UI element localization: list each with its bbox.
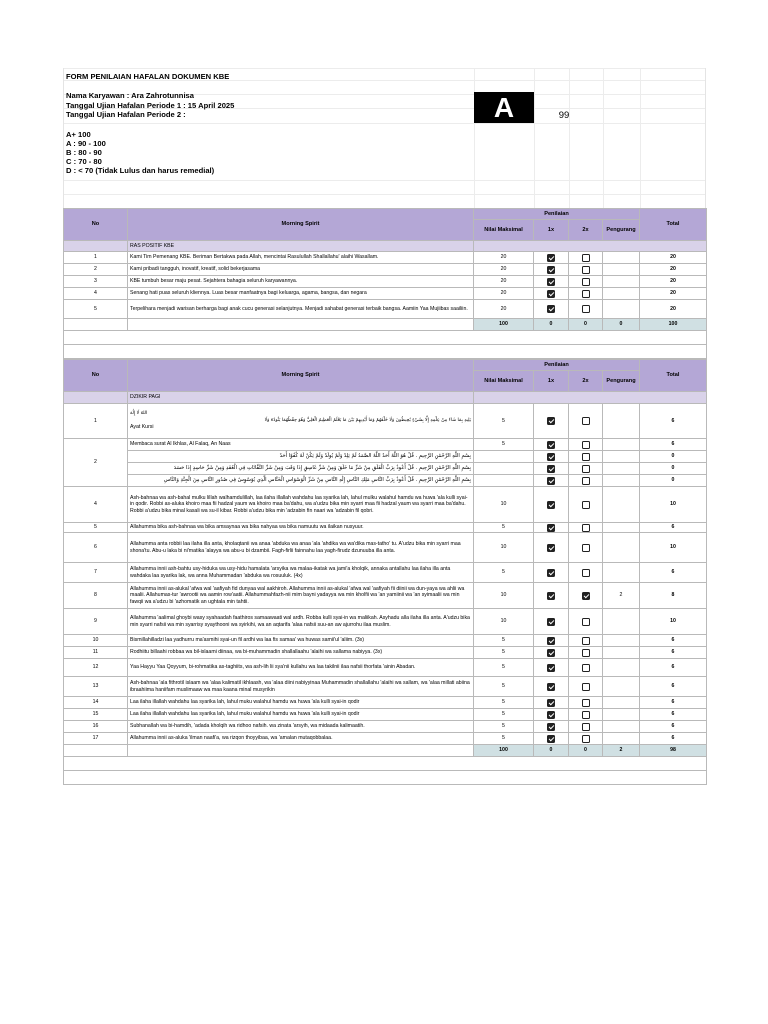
checkbox-1x[interactable]: [547, 501, 555, 509]
checkbox-1x[interactable]: [547, 544, 555, 552]
checkbox-2x[interactable]: [582, 637, 590, 645]
checkbox-2x[interactable]: [582, 266, 590, 274]
row-text: Laa ilaha illallah wahdahu laa syarika lah, lahul muku walahul hamdu wa huwa 'ala kulli syai-in qodir: [128, 709, 474, 721]
row-text: Kami pribadi tangguh, inovatif, kreatif, solid bekerjasama: [128, 264, 474, 276]
checkbox-1x[interactable]: [547, 649, 555, 657]
checkbox-1x[interactable]: [547, 592, 555, 600]
col-header-pengurang: Pengurang: [603, 371, 640, 392]
row-pengurang: [603, 677, 640, 697]
checkbox-1x[interactable]: [547, 723, 555, 731]
row-number: 16: [64, 721, 128, 733]
table-row: [64, 276, 707, 288]
table-row: [64, 733, 707, 745]
table-row: [64, 533, 707, 563]
col-header-1x: 1x: [534, 220, 569, 241]
row-number: 17: [64, 733, 128, 745]
row-text: Yaa Hayyu Yaa Qoyyum, bi-rohmatika as-taghiits, wa ash-lih lii sya'nii kullahu wa laa takilnii ilaa nafsii thorfata 'ainin Abadan.: [128, 659, 474, 677]
row-pengurang: [603, 635, 640, 647]
table-row: بِسْمِ اللَّهِ الرَّحْمَٰنِ الرَّحِيمِ . قُلْ هُوَ اللَّهُ أَحَدٌ اللَّهُ الصَّمَدُ لَمْ يَلِدْ وَلَمْ يُولَدْ وَلَمْ يَكُنْ لَهُ كُفُوًا أَحَدٌ 0: [64, 451, 707, 463]
sum-total: 100: [640, 319, 707, 331]
checkbox-2x[interactable]: [582, 711, 590, 719]
row-text: Terpelihara menjadi warisan berharga bagi anak cucu generasi selanjutnya. Menjadi sahabat generasi terbaik bangsa. Aamiin Yaa Mujiibas saailiin.: [128, 300, 474, 319]
row-pengurang: [603, 252, 640, 264]
row-number: 14: [64, 697, 128, 709]
row-pengurang: [603, 647, 640, 659]
table-row: [64, 647, 707, 659]
checkbox-1x[interactable]: [547, 699, 555, 707]
sum-1x: 0: [534, 319, 569, 331]
checkbox-1x[interactable]: [547, 453, 555, 461]
table-row: [64, 563, 707, 583]
row-number: 9: [64, 609, 128, 635]
sum-max: 100: [474, 745, 534, 757]
row-max: 5: [474, 647, 534, 659]
row-pengurang: [603, 609, 640, 635]
table-row: [64, 523, 707, 533]
row-pengurang: [603, 300, 640, 319]
row-total: 6: [640, 709, 707, 721]
row-text: Ash-bahnaa wa ash-bahal mulku lillah walhamdulillah, laa ilaha illallah wahdahu laa syarika lah, lahul mulku walahul hamdu wa huwa 'ala kulli syai-in qodir. Robbi as-aluka khoiro maa fii hadzal yaum wa khoiro maa ba'dahu, wa a'udzu bika min syarri maa fii hadzal yaum wa syarri maa ba'dahu. Robbi a'udzu bika minal kasali wa su-il kibar. Robbi a'udzu bika min 'adzabin fin naari wa 'adzabin fil qobri.: [128, 487, 474, 523]
row-number: 12: [64, 659, 128, 677]
table-row: [64, 288, 707, 300]
checkbox-1x[interactable]: [547, 664, 555, 672]
row-max: 20: [474, 300, 534, 319]
row-total: 6: [640, 733, 707, 745]
table-row: [64, 721, 707, 733]
row-number: 4: [64, 288, 128, 300]
row-max: 5: [474, 709, 534, 721]
row-number: 6: [64, 533, 128, 563]
row-pengurang: [603, 276, 640, 288]
sum-2x: 0: [569, 319, 603, 331]
grade-letter: A: [474, 92, 534, 123]
checkbox-1x[interactable]: [547, 254, 555, 262]
row-number: 10: [64, 635, 128, 647]
ayat-kursi-opening: اللهُ لَا إِلَٰهَ: [130, 411, 148, 417]
row-total: 10: [640, 609, 707, 635]
col-header-penilaian: Penilaian: [474, 360, 640, 371]
row-text: Allahumma innii as-aluka 'ilman naafi'a, wa rizqon thoyyibaa, wa 'amalan mutaqobbalaa.: [128, 733, 474, 745]
row-pengurang: [603, 487, 640, 523]
row-max: 5: [474, 677, 534, 697]
row-pengurang: [603, 523, 640, 533]
col-header-spirit: Morning Spirit: [128, 209, 474, 241]
row-total: 6: [640, 647, 707, 659]
row-total: 20: [640, 300, 707, 319]
row-total: 20: [640, 288, 707, 300]
final-score: 99: [558, 110, 570, 121]
checkbox-2x[interactable]: [582, 501, 590, 509]
checkbox-2x[interactable]: [582, 477, 590, 485]
col-header-max: Nilai Maksimal: [474, 220, 534, 241]
row-max: 10: [474, 609, 534, 635]
ayat-kursi-text: يَلِيهِ بِمَا شَاءَ مِنْ عِلْمِهِ إِلَّا بِشَيْءٍ يُحِيطُونَ وَلَا خَلْفَهُمْ وَمَا أَيْدِيهِمْ بَيْنَ مَا يَعْلَمُ الْعَظِيمُ الْعَلِيُّ وَهُوَ حِفْظُهُمَا يَئُودُهُ وَلَا: [264, 417, 471, 423]
col-header-no: No: [64, 360, 128, 392]
row-number: 5: [64, 300, 128, 319]
section-title: DZIKIR PAGI: [128, 392, 474, 404]
dzikir-pagi-table: [63, 359, 707, 785]
row-pengurang: [603, 733, 640, 745]
row-total: 10: [640, 533, 707, 563]
ayat-kursi-label: Ayat Kursi: [130, 424, 154, 431]
row-max: 5: [474, 635, 534, 647]
row-total: 6: [640, 697, 707, 709]
row-pengurang: [603, 659, 640, 677]
row-pengurang: 2: [603, 583, 640, 609]
row-total: 20: [640, 252, 707, 264]
row-total: 6: [640, 721, 707, 733]
table-row: [64, 709, 707, 721]
table-row: بِسْمِ اللَّهِ الرَّحْمَٰنِ الرَّحِيمِ . قُلْ أَعُوذُ بِرَبِّ النَّاسِ مَلِكِ النَّاسِ إِلَٰهِ النَّاسِ مِنْ شَرِّ الْوَسْوَاسِ الْخَنَّاسِ الَّذِي يُوَسْوِسُ فِي صُدُورِ النَّاسِ مِنَ الْجِنَّةِ وَالنَّاسِ 0: [64, 475, 707, 487]
row-total: 20: [640, 276, 707, 288]
row-total: 6: [640, 635, 707, 647]
row-pengurang: [603, 563, 640, 583]
row-total: 20: [640, 264, 707, 276]
row-number: 7: [64, 563, 128, 583]
table-row: [64, 697, 707, 709]
row-max: 5: [474, 721, 534, 733]
checkbox-1x[interactable]: [547, 417, 555, 425]
row-number: 11: [64, 647, 128, 659]
row-number: 1: [64, 252, 128, 264]
checkbox-1x[interactable]: [547, 735, 555, 743]
col-header-max: Nilai Maksimal: [474, 371, 534, 392]
row-number: 5: [64, 523, 128, 533]
checkbox-1x[interactable]: [547, 637, 555, 645]
checkbox-2x[interactable]: [582, 465, 590, 473]
checkbox-1x[interactable]: [547, 465, 555, 473]
row-text: Ash-bahnaa 'ala fithrotil islaam wa 'alaa kalimatil ikhlaash, wa 'alaa diini nabiyyinaa Muhammadin shallallahu 'alaihi wa sallam, wa 'alaa millati abiina ibraahiima haniifam muslimaaw wa maa kaana minal musyrikin: [128, 677, 474, 697]
table-row: [64, 635, 707, 647]
sum-pengurang: 0: [603, 319, 640, 331]
table-row: [64, 487, 707, 523]
row-text: Senang hati puas seluruh kliennya. Luas besar manfaatnya bagi keluarga, agama, bangsa, dan negara: [128, 288, 474, 300]
row-text: KBE tumbuh besar maju pesat. Sejahtera bahagia seluruh karyawannya.: [128, 276, 474, 288]
row-pengurang: [603, 288, 640, 300]
grade-scale-d: D : < 70 (Tidak Lulus dan harus remedial): [66, 166, 215, 175]
checkbox-2x[interactable]: [582, 569, 590, 577]
row-pengurang: [603, 533, 640, 563]
checkbox-2x[interactable]: [582, 699, 590, 707]
checkbox-2x[interactable]: [582, 417, 590, 425]
row-max: 5: [474, 659, 534, 677]
sum-pengurang: 2: [603, 745, 640, 757]
col-header-penilaian: Penilaian: [474, 209, 640, 220]
row-max: 10: [474, 487, 534, 523]
row-pengurang: [603, 264, 640, 276]
row-text: Laa ilaha illallah wahdahu laa syarika lah, lahul muku walahul hamdu wa huwa 'ala kulli syai-in qodir: [128, 697, 474, 709]
checkbox-2x[interactable]: [582, 305, 590, 313]
sum-total: 98: [640, 745, 707, 757]
table-row: [64, 300, 707, 319]
row-max: 10: [474, 583, 534, 609]
row-pengurang: [603, 721, 640, 733]
row-number: 3: [64, 276, 128, 288]
checkbox-1x[interactable]: [547, 477, 555, 485]
header-gridlines: [64, 68, 705, 208]
employee-name: Nama Karyawan : Ara Zahrotunnisa: [66, 91, 195, 100]
row-pengurang: [603, 697, 640, 709]
checkbox-1x[interactable]: [547, 569, 555, 577]
row-max: 5: [474, 733, 534, 745]
row-total: 6: [640, 523, 707, 533]
exam-date-period-2: Tanggal Ujian Hafalan Periode 2 :: [66, 110, 186, 119]
row-total: 8: [640, 583, 707, 609]
checkbox-2x[interactable]: [582, 524, 590, 532]
row-text: Kami Tim Pemenang KBE. Beriman Bertakwa pada Allah, mencintai Rasulullah Shallallahu' alaihi Wasallam.: [128, 252, 474, 264]
section-title: RAS POSITIF KBE: [128, 241, 474, 252]
checkbox-2x[interactable]: [582, 618, 590, 626]
table-row: [64, 609, 707, 635]
sum-1x: 0: [534, 745, 569, 757]
checkbox-2x[interactable]: [582, 441, 590, 449]
row-text: Allahumma 'aalimal ghoybi wasy syahaadah faathiros samaawaati wal ardh. Robba kulli syai-in wa maliikah. Asyhadu alla ilaha illa anta. A'udzu bika min syarri nafsii wa min syarrisy syaythooni wa syirkihi, wa an aqtarifa 'alaa nafsii suu-an aw ajurrohu ilaa muslim.: [128, 609, 474, 635]
col-header-pengurang: Pengurang: [603, 220, 640, 241]
row-pengurang: [603, 709, 640, 721]
row-max: 20: [474, 288, 534, 300]
checkbox-2x[interactable]: [582, 254, 590, 262]
checkbox-2x[interactable]: [582, 453, 590, 461]
row-max: 5: [474, 563, 534, 583]
form-header: [63, 68, 706, 208]
sum-2x: 0: [569, 745, 603, 757]
row-number: 4: [64, 487, 128, 523]
checkbox-2x[interactable]: [582, 683, 590, 691]
row-text: Subhanallah wa bi-hamdih, 'adada kholqih wa ridhoo nafsih. wa zinata 'arsyih, wa midaada kalimaatih.: [128, 721, 474, 733]
row-max: 20: [474, 264, 534, 276]
col-header-1x: 1x: [534, 371, 569, 392]
col-header-2x: 2x: [569, 371, 603, 392]
sum-max: 100: [474, 319, 534, 331]
row-text: Bismillahilladzi laa yadhurru ma'asmihi syai-un fil ardhi wa laa fis samaa' wa huwas samii'ul 'aliim. (3x): [128, 635, 474, 647]
row-max: 10: [474, 533, 534, 563]
row-text: Allahumma innii ash-bahtu usy-hiduka wa usy-hidu hamalata 'arsyika wa malaa-ikatak wa jami'a kholqik, annaka antallahu laa ilaha illa anta wahdaka laa syarika lak, wa anna Muhammadan 'abduka wa rosuuluk. (4x): [128, 563, 474, 583]
checkbox-1x[interactable]: [547, 441, 555, 449]
row-max: 5: [474, 697, 534, 709]
row-total: 6: [640, 563, 707, 583]
grade-scale-c: C : 70 - 80: [66, 157, 102, 166]
row-max: 20: [474, 276, 534, 288]
checkbox-1x[interactable]: [547, 524, 555, 532]
row-max: 20: [474, 252, 534, 264]
row-text: Allahumma bika ash-bahnaa wa bika amsaynaa wa bika nahyaa wa bika namuutu wa ilaikan nusyuur.: [128, 523, 474, 533]
row-total: 6: [640, 677, 707, 697]
table-row: 2 Membaca surat Al Ikhlas, Al Falaq, An Naas 5 6: [64, 439, 707, 451]
table-row: 1 اللهُ لَا إِلَٰهَ يَلِيهِ بِمَا شَاءَ مِنْ عِلْمِهِ إِلَّا بِشَيْءٍ يُحِيطُونَ وَلَا خَلْفَهُمْ وَمَا أَيْدِيهِمْ بَيْنَ مَا يَعْلَمُ الْعَظِيمُ الْعَلِيُّ وَهُوَ حِفْظُهُمَا يَئُودُهُ وَلَا Ayat Kursi 5 6: [64, 404, 707, 439]
assessment-sheet: [63, 68, 706, 785]
checkbox-2x[interactable]: [582, 723, 590, 731]
table-row: [64, 659, 707, 677]
checkbox-2x[interactable]: [582, 544, 590, 552]
checkbox-1x[interactable]: [547, 618, 555, 626]
checkbox-1x[interactable]: [547, 278, 555, 286]
checkbox-1x[interactable]: [547, 683, 555, 691]
table-row: بِسْمِ اللَّهِ الرَّحْمَٰنِ الرَّحِيمِ . قُلْ أَعُوذُ بِرَبِّ الْفَلَقِ مِنْ شَرِّ مَا خَلَقَ وَمِنْ شَرِّ غَاسِقٍ إِذَا وَقَبَ وَمِنْ شَرِّ النَّفَّاثَاتِ فِي الْعُقَدِ وَمِنْ شَرِّ حَاسِدٍ إِذَا حَسَدَ 0: [64, 463, 707, 475]
checkbox-2x[interactable]: [582, 278, 590, 286]
checkbox-2x[interactable]: [582, 649, 590, 657]
grade-scale-aplus: A+ 100: [66, 130, 91, 139]
checkbox-1x[interactable]: [547, 305, 555, 313]
row-text: Rodhiitu billaahi robbaa wa bil-islaami diinaa, wa bi-muhammadin shallallaahu 'alaihi wa sallama nabiyya. (3x): [128, 647, 474, 659]
table-row: [64, 264, 707, 276]
row-number: 13: [64, 677, 128, 697]
ras-positif-table: [63, 208, 707, 359]
col-header-no: No: [64, 209, 128, 241]
grade-scale-b: B : 80 - 90: [66, 148, 102, 157]
checkbox-2x[interactable]: [582, 735, 590, 743]
col-header-total: Total: [640, 360, 707, 392]
row-total: 6: [640, 659, 707, 677]
row-number: 2: [64, 264, 128, 276]
row-max: 5: [474, 523, 534, 533]
table-row: [64, 583, 707, 609]
grade-scale-a: A : 90 - 100: [66, 139, 106, 148]
row-number: 8: [64, 583, 128, 609]
checkbox-1x[interactable]: [547, 266, 555, 274]
col-header-total: Total: [640, 209, 707, 241]
checkbox-1x[interactable]: [547, 711, 555, 719]
checkbox-2x[interactable]: [582, 290, 590, 298]
row-number: 15: [64, 709, 128, 721]
row-text: Allahumma anta robbii laa ilaha illa anta, kholaqtanii wa anaa 'abduka wa anaa 'ala 'ahdika wa wa'dika mas-tatho' tu. A'udzu bika min syarri maa shona'tu. Abu-u laka bi ni'matika 'alayya wa abu-u bi dzambii. Fagh-firlii fainnahu laa yagh-firudz dzunuuba illa anta.: [128, 533, 474, 563]
exam-date-period-1: Tanggal Ujian Hafalan Periode 1 : 15 April 2025: [66, 101, 235, 110]
col-header-spirit: Morning Spirit: [128, 360, 474, 392]
col-header-2x: 2x: [569, 220, 603, 241]
row-text: Allahumma innii as-alukal 'afwa wal 'aafiyah fid dunyaa wal aakhiroh. Allahumma innii as-alukal 'afwa wal 'aafiyah fii diinii wa dun-yaya wa ahlii wa maalii. Allahumas-tur 'awrootii wa aamin row'aatii. Allahummahfazh-nii mim bayni yadayya wa min kholfii wa 'an yamiinii wa 'an syimaalii wa min fawqii wa a'udzu bi 'azhomatik an ughtala min tahtii.: [128, 583, 474, 609]
row-total: 10: [640, 487, 707, 523]
checkbox-1x[interactable]: [547, 290, 555, 298]
checkbox-2x[interactable]: [582, 664, 590, 672]
table-row: [64, 252, 707, 264]
checkbox-2x[interactable]: [582, 592, 590, 600]
table-row: [64, 677, 707, 697]
form-title: FORM PENILAIAN HAFALAN DOKUMEN KBE: [66, 72, 230, 81]
